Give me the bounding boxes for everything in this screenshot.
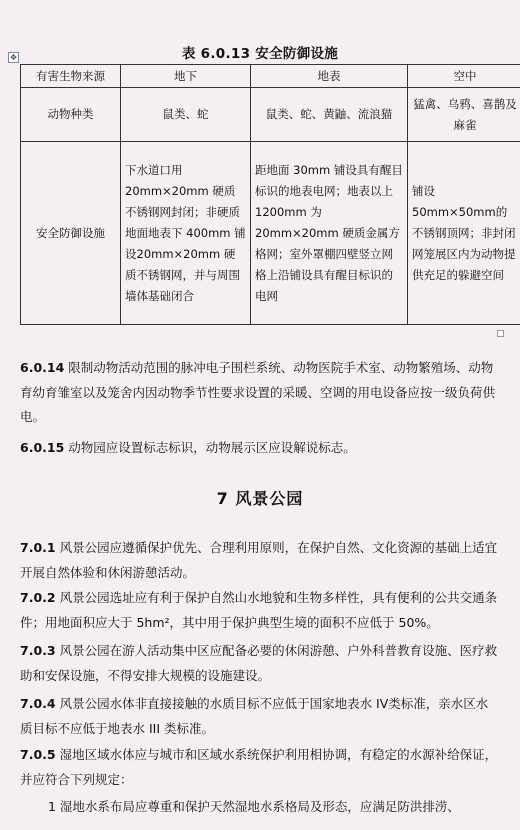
clause-number: 6.0.14 — [20, 360, 65, 375]
clause-number: 7.0.1 — [20, 540, 56, 555]
row-label-species: 动物种类 — [21, 88, 121, 142]
clause-number: 6.0.15 — [20, 440, 65, 455]
clause-7-0-4 — [20, 692, 498, 741]
paragraph-6-0-15 — [20, 436, 498, 461]
clause-7-0-1 — [20, 536, 498, 585]
chapter-heading: 7 风景公园 — [216, 489, 304, 508]
table-header-row — [21, 65, 520, 88]
clause-number: 7.0.4 — [20, 696, 56, 711]
table-row-species — [21, 88, 520, 142]
clause-number: 7.0.3 — [20, 643, 56, 658]
table-title: 表 6.0.13 安全防御设施 — [181, 46, 339, 62]
cell-species-air: 猛禽、乌鸦、喜鹊及麻雀 — [408, 88, 520, 142]
cell-facilities-surface: 距地面 30mm 铺设具有醒目标识的地表电网；地表以上1200mm 为 20mm×20mm 硬质金属方格网；室外罩棚四壁竖立网格上沿铺设具有醒目标识的电网 — [251, 142, 408, 325]
clause-text: 风景公园水体非直接接触的水质目标不应低于国家地表水 IV类标准，亲水区水质目标不应低于地表水 III 类标准。 — [20, 696, 489, 736]
header-underground: 地下 — [121, 65, 251, 88]
cell-species-underground: 鼠类、蛇 — [121, 88, 251, 142]
clause-text: 动物园应设置标志标识，动物展示区应设解说标志。 — [64, 440, 356, 455]
header-surface: 地表 — [251, 65, 408, 88]
table-move-handle-icon[interactable]: ✥ — [8, 52, 19, 63]
row-label-facilities: 安全防御设施 — [21, 142, 121, 325]
clause-number: 7.0.5 — [20, 747, 56, 762]
clause-7-0-2 — [20, 586, 498, 635]
clause-text: 限制动物活动范围的脉冲电子围栏系统、动物医院手术室、动物繁殖场、动物育幼育雏室以及笼舍内因动物季节性要求设置的采暖、空调的用电设备应按一级负荷供电。 — [20, 360, 496, 424]
clause-text: 风景公园在游人活动集中区应配备必要的休闲游憩、户外科普教育设施、医疗救助和安保设施，不得安排大规模的设施建设。 — [20, 643, 498, 683]
clause-7-0-5 — [20, 743, 498, 792]
table-row-facilities — [21, 142, 520, 325]
safety-defense-table — [20, 64, 520, 325]
clause-text: 风景公园选址应有利于保护自然山水地貌和生物多样性，具有便利的公共交通条件；用地面积应大于 5hm²，其中用于保护典型生境的面积不应低于 50%。 — [20, 590, 498, 630]
cell-facilities-underground: 下水道口用20mm×20mm 硬质不锈钢网封闭；非硬质地面地表下 400mm 铺设20mm×20mm 硬质不锈钢网，并与周围墙体基础闭合 — [121, 142, 251, 325]
clause-number: 7.0.2 — [20, 590, 56, 605]
cell-species-surface: 鼠类、蛇、黄鼬、流浪猫 — [251, 88, 408, 142]
table-resize-handle[interactable] — [497, 330, 504, 337]
header-source: 有害生物来源 — [21, 65, 121, 88]
cell-facilities-air: 铺设 50mm×50mm的不锈钢顶网；非封闭网笼展区内为动物提供充足的躲避空间 — [408, 142, 520, 325]
clause-7-0-3 — [20, 639, 498, 688]
clause-text: 风景公园应遵循保护优先、合理利用原则，在保护自然、文化资源的基础上适宜开展自然体验和休闲游憩活动。 — [20, 540, 498, 580]
paragraph-6-0-14 — [20, 356, 498, 430]
sub-item-1: 1 湿地水系布局应尊重和保护天然湿地水系格局及形态，应满足防洪排涝、 — [48, 799, 460, 814]
header-air: 空中 — [408, 65, 520, 88]
clause-text: 湿地区域水体应与城市和区域水系统保护利用相协调，有稳定的水源补给保证，并应符合下列规定： — [20, 747, 498, 787]
